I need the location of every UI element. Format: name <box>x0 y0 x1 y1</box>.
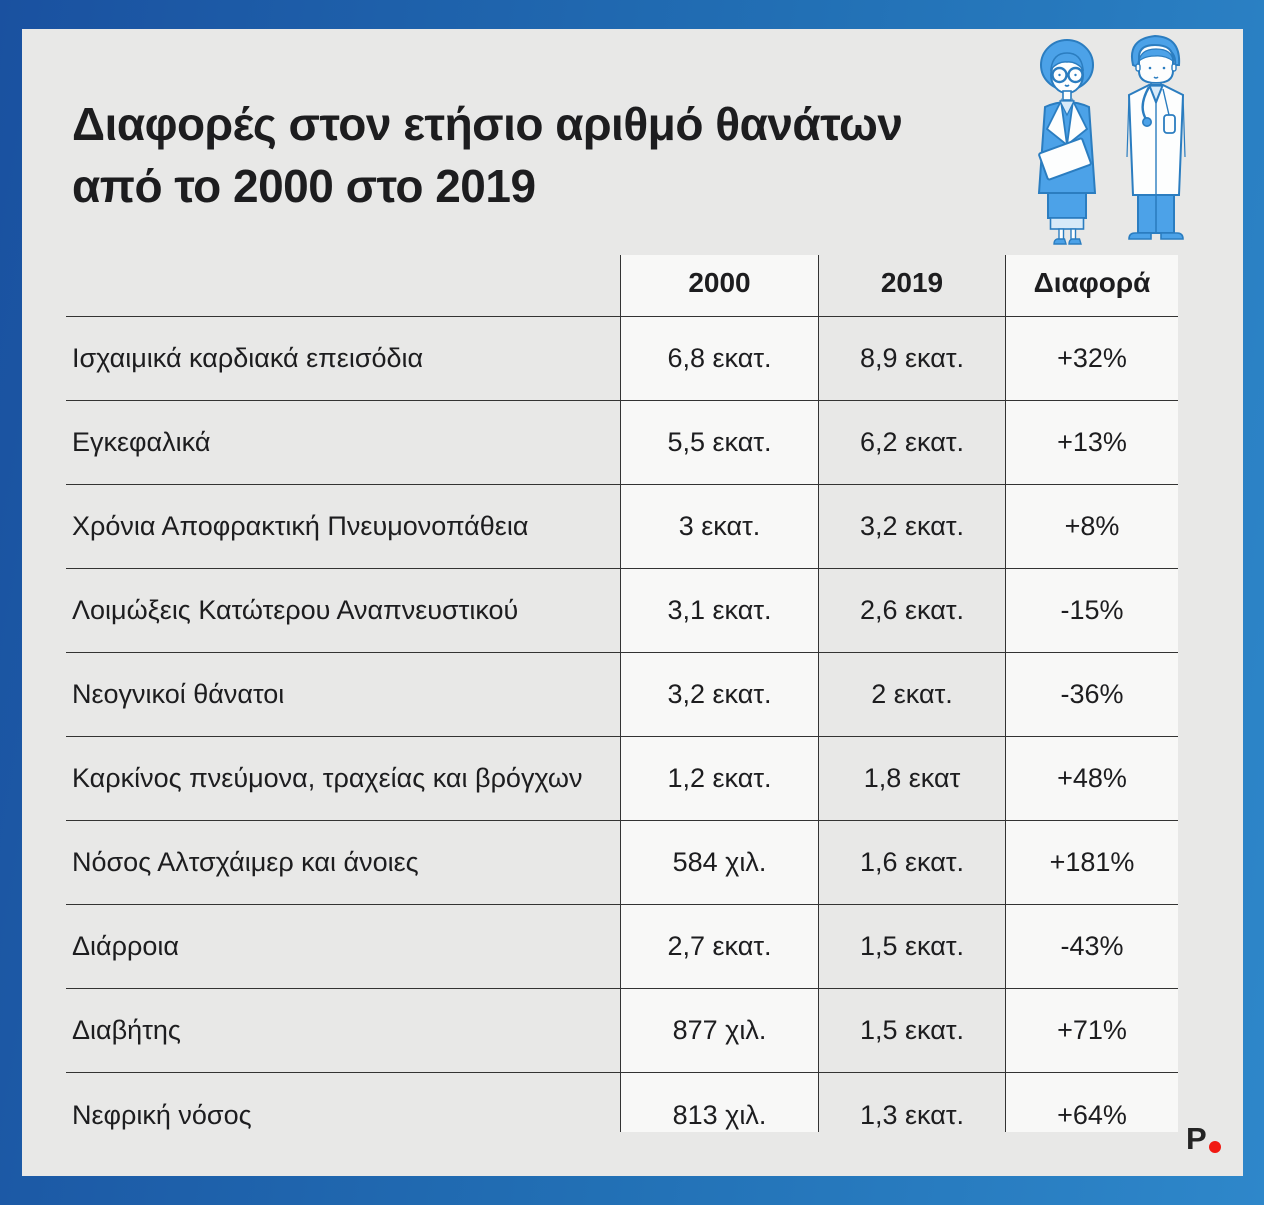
row-label: Λοιμώξεις Κατώτερου Αναπνευστικού <box>72 595 519 625</box>
value-2019: 1,6 εκατ. <box>818 821 1005 904</box>
logo-red-dot-icon <box>1209 1141 1221 1153</box>
value-diff: -43% <box>1005 905 1178 988</box>
row-label: Εγκεφαλικά <box>72 427 211 457</box>
value-diff: -15% <box>1005 569 1178 652</box>
value-2019: 1,5 εκατ. <box>818 989 1005 1072</box>
content-canvas <box>22 29 1243 1176</box>
row-label: Καρκίνος πνεύμονα, τραχείας και βρόγχων <box>72 763 583 793</box>
value-diff: +48% <box>1005 737 1178 820</box>
deaths-table-body <box>66 317 1178 1132</box>
value-2019: 2,6 εκατ. <box>818 569 1005 652</box>
table-row <box>66 905 1178 989</box>
row-label: Ισχαιμικά καρδιακά επεισόδια <box>72 343 424 373</box>
table-row <box>66 401 1178 485</box>
male-doctor-illustration <box>1127 36 1185 239</box>
value-diff: +71% <box>1005 989 1178 1072</box>
value-2000: 3,2 εκατ. <box>620 653 818 736</box>
table-row <box>66 1073 1178 1132</box>
table-row <box>66 821 1178 905</box>
value-2019: 1,5 εκατ. <box>818 905 1005 988</box>
table-row <box>66 653 1178 737</box>
row-label: Νεογνικοί θάνατοι <box>72 679 285 709</box>
value-2000: 813 χιλ. <box>620 1073 818 1132</box>
column-header-2000: 2000 <box>620 255 818 316</box>
page-title <box>72 93 902 217</box>
column-header-cause <box>66 255 620 316</box>
doctors-illustration <box>1015 31 1200 246</box>
brand-logo <box>1186 1123 1221 1154</box>
column-header-diff: Διαφορά <box>1005 255 1178 316</box>
row-label: Νεφρική νόσος <box>72 1099 252 1130</box>
table-header-row <box>66 255 1178 317</box>
value-diff: +181% <box>1005 821 1178 904</box>
value-2000: 3,1 εκατ. <box>620 569 818 652</box>
value-2019: 1,8 εκατ <box>818 737 1005 820</box>
value-diff: +8% <box>1005 485 1178 568</box>
value-2000: 3 εκατ. <box>620 485 818 568</box>
value-2000: 6,8 εκατ. <box>620 317 818 400</box>
value-2019: 3,2 εκατ. <box>818 485 1005 568</box>
value-2000: 2,7 εκατ. <box>620 905 818 988</box>
value-2000: 5,5 εκατ. <box>620 401 818 484</box>
female-doctor-illustration <box>1039 40 1095 244</box>
value-2019: 8,9 εκατ. <box>818 317 1005 400</box>
title-line-2: από το 2000 στο 2019 <box>72 160 536 212</box>
value-2019: 2 εκατ. <box>818 653 1005 736</box>
row-label: Διάρροια <box>72 931 179 961</box>
value-diff: +13% <box>1005 401 1178 484</box>
title-line-1: Διαφορές στον ετήσιο αριθμό θανάτων <box>72 98 903 150</box>
value-2019: 6,2 εκατ. <box>818 401 1005 484</box>
table-row <box>66 317 1178 401</box>
value-2000: 584 χιλ. <box>620 821 818 904</box>
value-diff: +64% <box>1005 1073 1178 1132</box>
row-label: Χρόνια Αποφρακτική Πνευμονοπάθεια <box>72 511 529 541</box>
table-row <box>66 569 1178 653</box>
column-header-2019: 2019 <box>818 255 1005 316</box>
table-row <box>66 737 1178 821</box>
value-diff: -36% <box>1005 653 1178 736</box>
table-row <box>66 485 1178 569</box>
deaths-table <box>66 255 1178 1132</box>
value-diff: +32% <box>1005 317 1178 400</box>
value-2019: 1,3 εκατ. <box>818 1073 1005 1132</box>
row-label: Διαβήτης <box>72 1015 181 1045</box>
logo-letter: P <box>1186 1121 1207 1156</box>
value-2000: 1,2 εκατ. <box>620 737 818 820</box>
value-2000: 877 χιλ. <box>620 989 818 1072</box>
table-row <box>66 989 1178 1073</box>
row-label: Νόσος Αλτσχάιμερ και άνοιες <box>72 847 419 877</box>
